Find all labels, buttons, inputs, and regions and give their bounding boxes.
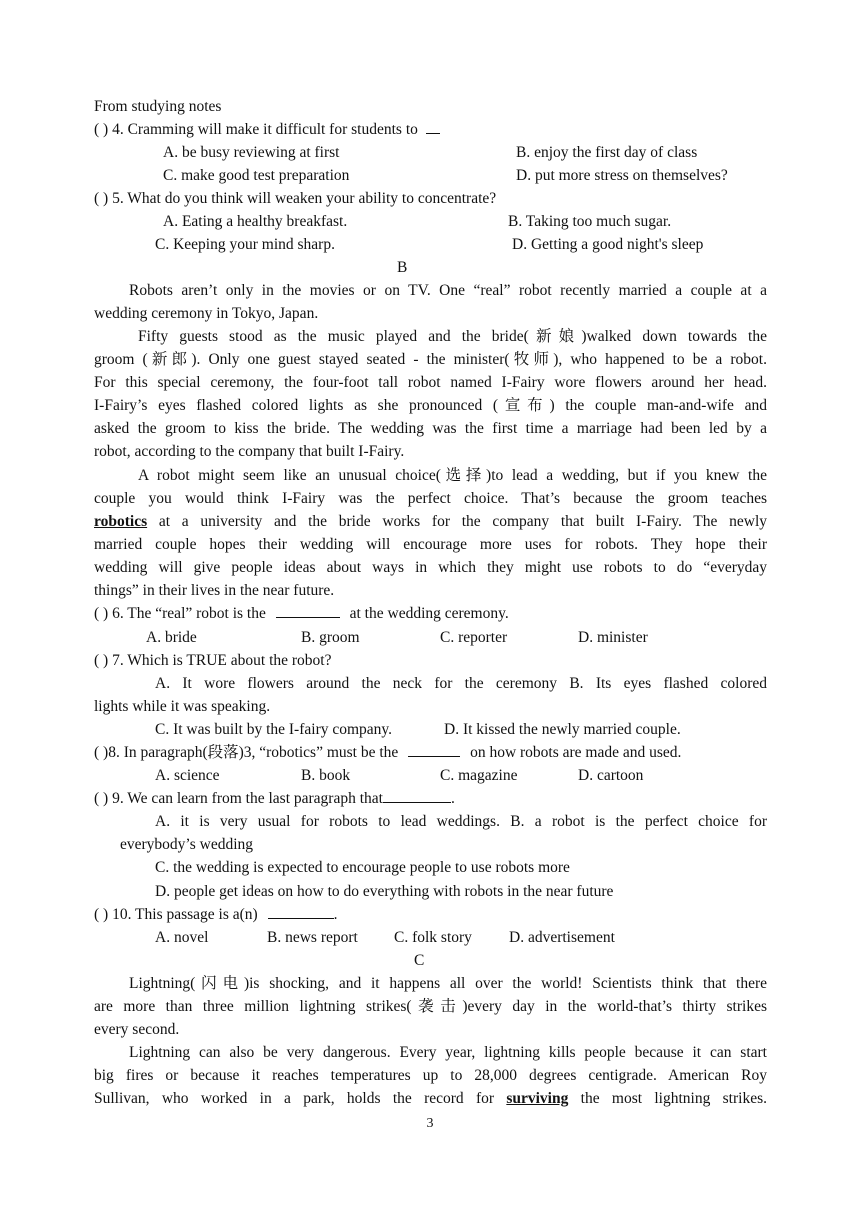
question-4-option-c: C. make good test preparation xyxy=(163,167,350,184)
question-4-option-d: D. put more stress on themselves? xyxy=(516,167,728,184)
passage-b-line: robotics at a university and the bride works for the company that built I-Fairy. The newly xyxy=(94,513,767,530)
question-8-option-b: B. book xyxy=(301,767,351,784)
question-7-option-c: C. It was built by the I-fairy company. xyxy=(155,721,393,738)
question-8-stem: ( )8. In paragraph(段落)3, “robotics” must be the on how robots are made and used. xyxy=(94,741,681,764)
section-c-heading: C xyxy=(414,952,425,969)
question-6-option-a: A. bride xyxy=(146,629,197,646)
question-9-options-ab-continued: everybody’s wedding xyxy=(120,836,254,853)
question-10-option-d: D. advertisement xyxy=(509,929,615,946)
question-6-stem: ( ) 6. The “real” robot is the at the wedding ceremony. xyxy=(94,602,509,625)
passage-b-line: For this special ceremony, the four-foot tall robot named I-Fairy wore flowers around her head. xyxy=(94,374,767,391)
passage-b-line: Fifty guests stood as the music played and the bride(新娘)walked down towards the xyxy=(138,328,767,345)
underlined-word-robotics: robotics xyxy=(94,513,148,530)
underlined-word-surviving: surviving xyxy=(506,1090,569,1107)
question-8-option-c: C. magazine xyxy=(440,767,518,784)
question-5-option-b: B. Taking too much sugar. xyxy=(508,213,672,230)
passage-c-line: every second. xyxy=(94,1021,180,1038)
question-10-option-b: B. news report xyxy=(267,929,358,946)
answer-blank xyxy=(426,118,440,134)
passage-b-line: wedding ceremony in Tokyo, Japan. xyxy=(94,305,319,322)
answer-blank xyxy=(383,787,451,803)
question-7-stem: ( ) 7. Which is TRUE about the robot? xyxy=(94,652,332,669)
question-9-stem: ( ) 9. We can learn from the last paragraph that . xyxy=(94,787,455,810)
passage-c-line: Lightning(闪电)is shocking, and it happens all over the world! Scientists think that there xyxy=(129,975,767,992)
passage-b-line: wedding will give people ideas about ways in which they might use robots to do “everyday xyxy=(94,559,767,576)
question-6-option-b: B. groom xyxy=(301,629,360,646)
question-5-option-c: C. Keeping your mind sharp. xyxy=(155,236,335,253)
passage-b-line: A robot might seem like an unusual choice(选择)to lead a wedding, but if you knew the xyxy=(138,467,767,484)
passage-b-line: things” in their lives in the near future. xyxy=(94,582,335,599)
answer-blank xyxy=(276,602,340,618)
question-6-option-c: C. reporter xyxy=(440,629,508,646)
question-10-option-c: C. folk story xyxy=(394,929,472,946)
question-9-option-c: C. the wedding is expected to encourage people to use robots more xyxy=(155,859,570,876)
page-number: 3 xyxy=(426,1116,434,1131)
question-6-option-d: D. minister xyxy=(578,629,648,646)
question-9-option-d: D. people get ideas on how to do everything with robots in the near future xyxy=(155,883,614,900)
question-7-options-ab: A. It wore flowers around the neck for the ceremony B. Its eyes flashed colored xyxy=(155,675,767,692)
section-b-heading: B xyxy=(397,259,408,276)
answer-blank xyxy=(408,741,460,757)
passage-b-line: I-Fairy’s eyes flashed colored lights as she pronounced (宣布) the couple man-and-wife and xyxy=(94,397,767,414)
passage-b-line: asked the groom to kiss the bride. The wedding was the first time a marriage had been led by a xyxy=(94,420,767,437)
question-10-stem: ( ) 10. This passage is a(n) . xyxy=(94,903,337,926)
passage-b-line: couple you would think I-Fairy was the perfect choice. That’s because the groom teaches xyxy=(94,490,767,507)
question-7-options-ab-continued: lights while it was speaking. xyxy=(94,698,271,715)
passage-c-line: are more than three million lightning strikes(袭击)every day in the world-that’s thirty strikes xyxy=(94,998,767,1015)
passage-c-line: Lightning can also be very dangerous. Every year, lightning kills people because it can start xyxy=(129,1044,767,1061)
question-5-option-a: A. Eating a healthy breakfast. xyxy=(163,213,348,230)
question-4-stem: ( ) 4. Cramming will make it difficult for students to xyxy=(94,118,440,141)
passage-b-line: robot, according to the company that built I-Fairy. xyxy=(94,443,405,460)
passage-b-line: married couple hopes their wedding will encourage more uses for robots. They hope their xyxy=(94,536,767,553)
question-4-option-a: A. be busy reviewing at first xyxy=(163,144,340,161)
passage-b-line: Robots aren’t only in the movies or on TV. One “real” robot recently married a couple at a xyxy=(129,282,767,299)
question-7-option-d: D. It kissed the newly married couple. xyxy=(444,721,681,738)
question-5-stem: ( ) 5. What do you think will weaken your ability to concentrate? xyxy=(94,190,497,207)
section-header: From studying notes xyxy=(94,98,222,115)
question-5-option-d: D. Getting a good night's sleep xyxy=(512,236,704,253)
passage-c-line: Sullivan, who worked in a park, holds the record for surviving the most lightning strikes. xyxy=(94,1090,767,1107)
passage-b-line: groom (新郎). Only one guest stayed seated - the minister(牧师), who happened to be a robot. xyxy=(94,351,767,368)
question-10-option-a: A. novel xyxy=(155,929,209,946)
passage-c-line: big fires or because it reaches temperatures up to 28,000 degrees centigrade. American Roy xyxy=(94,1067,767,1084)
question-8-option-a: A. science xyxy=(155,767,220,784)
answer-blank xyxy=(268,903,334,919)
question-9-options-ab: A. it is very usual for robots to lead weddings. B. a robot is the perfect choice for xyxy=(155,813,767,830)
question-4-option-b: B. enjoy the first day of class xyxy=(516,144,698,161)
question-8-option-d: D. cartoon xyxy=(578,767,644,784)
